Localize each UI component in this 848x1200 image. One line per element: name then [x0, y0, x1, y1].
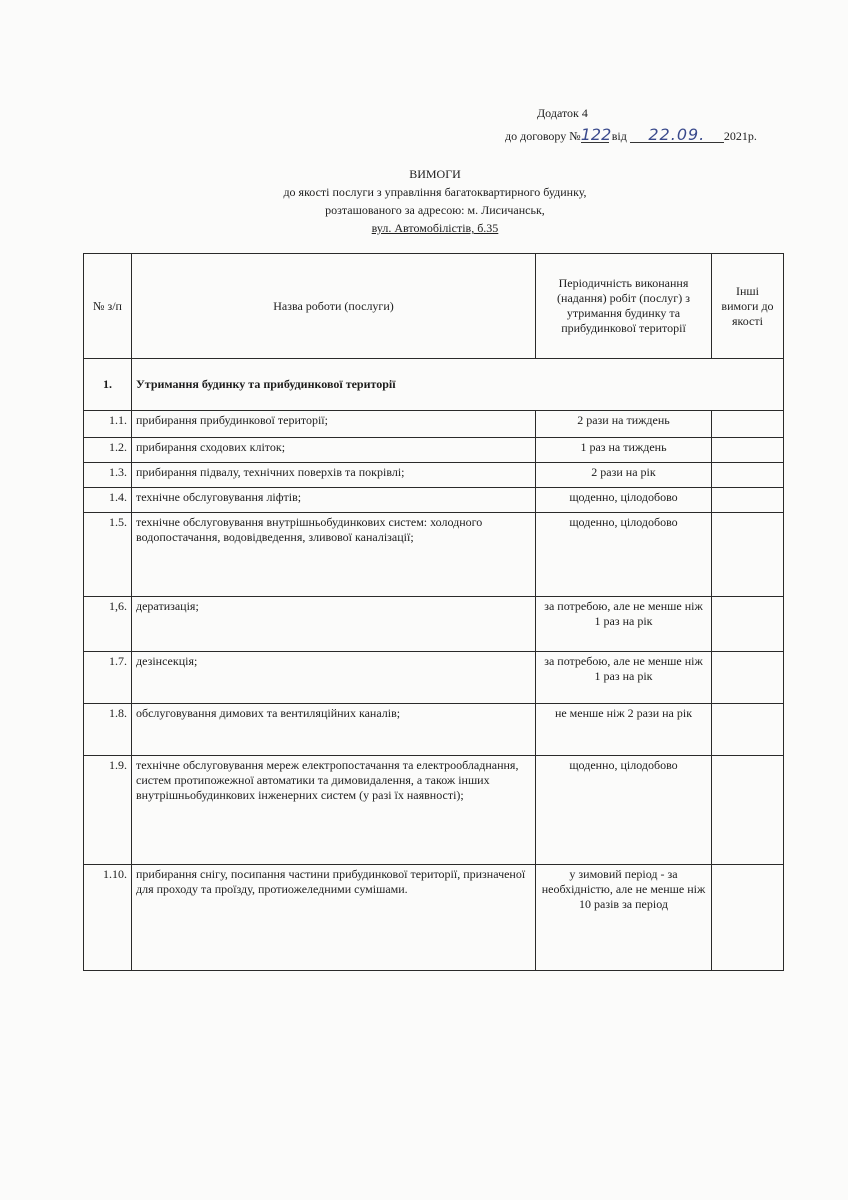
- row-num: 1.4.: [84, 488, 132, 513]
- row-frequency: не менше ніж 2 рази на рік: [536, 704, 712, 756]
- row-name: прибирання снігу, посипання частини прибудинкової території, призначеної для проходу та проїзду, протиожеледними сумішами.: [132, 865, 536, 971]
- table-header-row: [84, 254, 784, 359]
- row-name: технічне обслуговування внутрішньобудинкових систем: холодного водопостачання, водовідведення, зливової каналізації;: [132, 513, 536, 597]
- contract-line: [505, 125, 757, 144]
- row-num: 1.3.: [84, 463, 132, 488]
- row-num: 1,6.: [84, 597, 132, 652]
- row-other: [712, 597, 784, 652]
- contract-date: 22.09.: [630, 128, 724, 143]
- row-other: [712, 513, 784, 597]
- row-num: 1.1.: [84, 411, 132, 438]
- row-other: [712, 463, 784, 488]
- document-heading: [200, 165, 670, 237]
- row-frequency: 2 рази на рік: [536, 463, 712, 488]
- row-num: 1.7.: [84, 652, 132, 704]
- row-name: дезінсекція;: [132, 652, 536, 704]
- table-row: [84, 597, 784, 652]
- row-num: 1.5.: [84, 513, 132, 597]
- date-prefix: від: [611, 129, 627, 143]
- table-row: [84, 756, 784, 865]
- header-other: Інші вимоги до якості: [712, 254, 784, 359]
- row-name: технічне обслуговування ліфтів;: [132, 488, 536, 513]
- row-frequency: за потребою, але не менше ніж 1 раз на рік: [536, 652, 712, 704]
- header-frequency: Періодичність виконання (надання) робіт (послуг) з утримання будинку та прибудинкової території: [536, 254, 712, 359]
- header-name: Назва роботи (послуги): [132, 254, 536, 359]
- table-row: [84, 463, 784, 488]
- heading-line-2: до якості послуги з управління багатоквартирного будинку,: [283, 185, 587, 199]
- row-num: 1.2.: [84, 438, 132, 463]
- row-name: обслуговування димових та вентиляційних каналів;: [132, 704, 536, 756]
- row-name: прибирання підвалу, технічних поверхів та покрівлі;: [132, 463, 536, 488]
- row-num: 1.9.: [84, 756, 132, 865]
- table-row: [84, 652, 784, 704]
- row-frequency: щоденно, цілодобово: [536, 513, 712, 597]
- section-num: 1.: [84, 359, 132, 411]
- row-frequency: щоденно, цілодобово: [536, 488, 712, 513]
- table-row: [84, 704, 784, 756]
- table-row: [84, 411, 784, 438]
- table-row: [84, 513, 784, 597]
- row-num: 1.8.: [84, 704, 132, 756]
- section-title: Утримання будинку та прибудинкової території: [132, 359, 784, 411]
- heading-title: ВИМОГИ: [409, 167, 461, 181]
- row-name: прибирання сходових кліток;: [132, 438, 536, 463]
- header-num: № з/п: [84, 254, 132, 359]
- row-other: [712, 488, 784, 513]
- row-other: [712, 865, 784, 971]
- contract-number: 122: [580, 125, 612, 144]
- contract-prefix: до договору №: [505, 129, 581, 143]
- heading-address: вул. Автомобілістів, б.35: [371, 221, 499, 235]
- row-frequency: 1 раз на тиждень: [536, 438, 712, 463]
- row-name: технічне обслуговування мереж електропостачання та електрообладнання, систем протипожежної автоматики та димовидалення, а також інших внутрішньобудинкових інженерних систем (у разі їх наявності);: [132, 756, 536, 865]
- row-other: [712, 438, 784, 463]
- row-other: [712, 756, 784, 865]
- row-frequency: у зимовий період - за необхідністю, але не менше ніж 10 разів за період: [536, 865, 712, 971]
- row-frequency: за потребою, але не менше ніж 1 раз на рік: [536, 597, 712, 652]
- annex-label: Додаток 4: [537, 106, 588, 120]
- row-other: [712, 704, 784, 756]
- row-name: прибирання прибудинкової території;: [132, 411, 536, 438]
- row-num: 1.10.: [84, 865, 132, 971]
- contract-year: 2021р.: [723, 129, 757, 143]
- table-row: [84, 438, 784, 463]
- section-row: [84, 359, 784, 411]
- requirements-table: [83, 253, 784, 971]
- row-name: дератизація;: [132, 597, 536, 652]
- heading-line-3: розташованого за адресою: м. Лисичанськ,: [325, 203, 545, 217]
- row-frequency: 2 рази на тиждень: [536, 411, 712, 438]
- row-frequency: щоденно, цілодобово: [536, 756, 712, 865]
- row-other: [712, 411, 784, 438]
- row-other: [712, 652, 784, 704]
- table-row: [84, 865, 784, 971]
- table-row: [84, 488, 784, 513]
